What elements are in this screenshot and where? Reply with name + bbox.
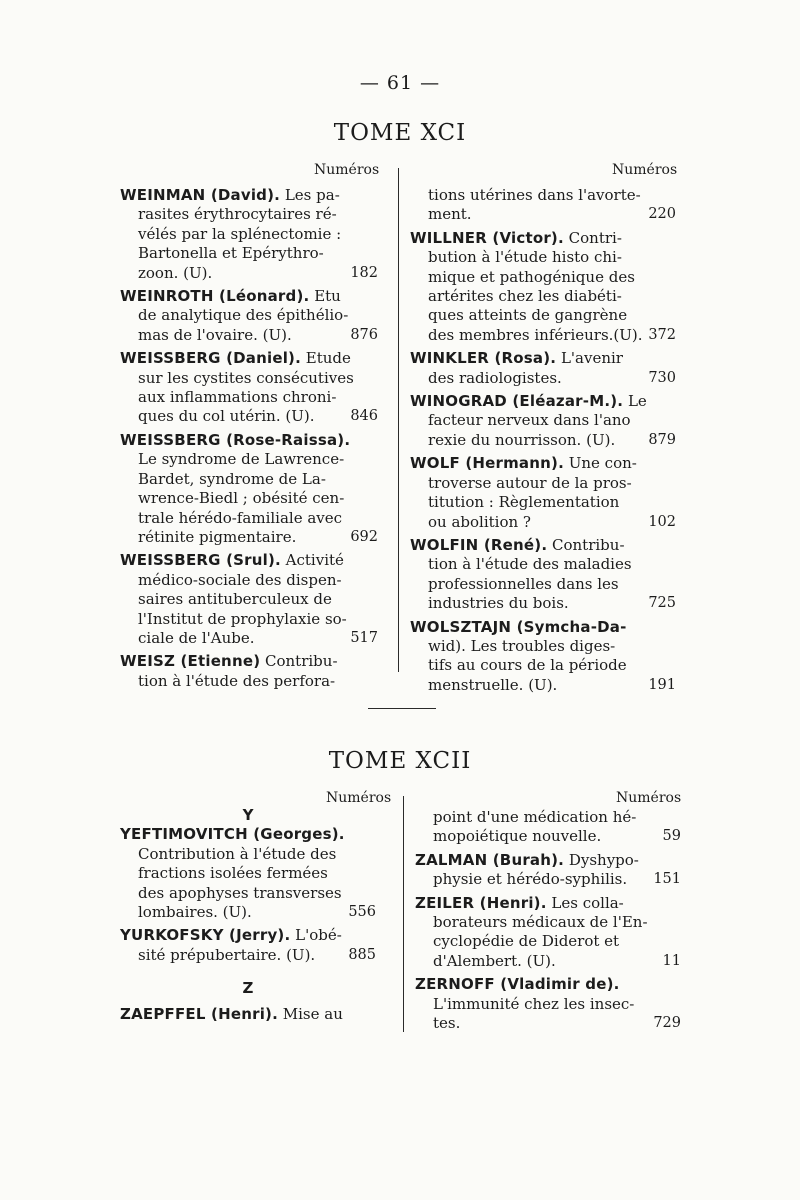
entry-body xyxy=(410,474,676,532)
tome-91-left-column xyxy=(120,186,378,695)
entry-body xyxy=(410,248,676,345)
entry-last-line xyxy=(433,1014,681,1033)
author-name: WEISZ (Etienne) xyxy=(120,652,261,671)
tome-91-right-column xyxy=(410,186,676,699)
index-entry xyxy=(120,1005,376,1024)
entry-text-line: wrence-Biedl ; obésité cen- xyxy=(138,489,345,508)
entry-text: ou abolition ? xyxy=(428,512,531,531)
tome-92-column-divider xyxy=(403,796,404,1032)
entry-text-line: sur les cystites consécutives xyxy=(138,368,354,387)
entry-text: Les pa- xyxy=(280,186,340,204)
entry-text: des membres inférieurs.(U). xyxy=(428,325,643,344)
tome-92-left-numeros: Numéros xyxy=(326,790,392,806)
entry-heading xyxy=(410,536,676,555)
entry-number: 517 xyxy=(350,629,378,646)
author-name: WILLNER (Victor). xyxy=(410,228,564,247)
entry-text: Le xyxy=(623,392,647,411)
entry-text-line: trale hérédo-familiale avec xyxy=(138,508,343,527)
index-entry xyxy=(120,551,378,648)
entry-body xyxy=(120,306,378,345)
entry-text: Dyshypo- xyxy=(564,850,639,869)
index-entry xyxy=(415,975,681,1033)
entry-body xyxy=(120,672,378,691)
author-name: WOLSZTAJN (Symcha-Da- xyxy=(410,617,627,636)
entry-last-line xyxy=(428,326,676,345)
entry-number: 151 xyxy=(653,871,681,888)
entry-last-line xyxy=(433,870,681,889)
entry-text: Activité xyxy=(280,551,344,570)
entry-number: 556 xyxy=(348,904,376,921)
entry-text-line: artérites chez les diabéti- xyxy=(428,287,622,306)
entry-text: ciale de l'Aube. xyxy=(138,628,255,647)
index-entry xyxy=(120,287,378,345)
entry-text-line: des apophyses transverses xyxy=(138,883,342,902)
entry-body xyxy=(410,637,676,695)
index-entry xyxy=(410,229,676,345)
entry-body xyxy=(415,808,681,847)
entry-number: 846 xyxy=(350,408,378,425)
entry-body xyxy=(120,450,378,547)
entry-text-line: wid). Les troubles diges- xyxy=(428,636,616,655)
entry-last-line xyxy=(138,264,378,283)
entry-text-line: aux inflammations chroni- xyxy=(138,388,337,407)
entry-last-line xyxy=(138,903,376,922)
index-entry xyxy=(120,186,378,283)
entry-text-line: rasites érythrocytaires ré- xyxy=(138,205,337,224)
entry-text-line: ques atteints de gangrène xyxy=(428,306,628,325)
author-name: WEISSBERG (Daniel). xyxy=(120,349,301,368)
entry-last-line xyxy=(428,513,676,532)
entry-heading xyxy=(120,926,376,945)
entry-text: Contri- xyxy=(563,228,622,247)
entry-number: 725 xyxy=(648,595,676,612)
entry-text: Etu xyxy=(309,287,341,306)
entry-heading xyxy=(415,851,681,870)
index-entry xyxy=(415,851,681,890)
entry-heading xyxy=(120,1005,376,1024)
entry-heading xyxy=(410,349,676,368)
entry-last-line xyxy=(428,676,676,695)
entry-last-line xyxy=(138,528,378,547)
entry-heading xyxy=(120,825,376,844)
entry-heading xyxy=(415,894,681,913)
entry-number: 729 xyxy=(653,1015,681,1032)
entry-text-line: tion à l'étude des perfora- xyxy=(138,671,336,690)
author-name: YURKOFSKY (Jerry). xyxy=(120,926,291,945)
entry-text-line: point d'une médication hé- xyxy=(433,808,637,826)
entry-number: 372 xyxy=(648,326,676,343)
tome-91-left-numeros: Numéros xyxy=(314,162,380,178)
entry-body xyxy=(415,995,681,1034)
author-name: WEISSBERG (Srul). xyxy=(120,551,281,570)
entry-text: mopoiétique nouvelle. xyxy=(433,827,602,846)
entry-heading xyxy=(415,975,681,994)
letter-heading-y: Y xyxy=(242,806,254,824)
continued-entry xyxy=(415,808,681,847)
entry-text: Contribu- xyxy=(547,535,625,554)
tome-92-left-column xyxy=(120,806,376,1028)
entry-last-line xyxy=(138,407,378,426)
tome-91-column-divider xyxy=(398,168,399,672)
entry-text-line: bution à l'étude histo chi- xyxy=(428,248,622,267)
letter-heading-z: Z xyxy=(242,979,254,998)
tome-92-title: TOME XCII xyxy=(328,748,472,774)
entry-number: 885 xyxy=(348,946,376,963)
index-entry xyxy=(410,536,676,614)
entry-heading xyxy=(120,349,378,368)
entry-body xyxy=(120,205,378,283)
entry-text-line: L'immunité chez les insec- xyxy=(433,994,635,1013)
index-entry xyxy=(120,926,376,965)
author-name: WOLF (Hermann). xyxy=(410,454,564,473)
entry-text-line: cyclopédie de Diderot et xyxy=(433,932,620,951)
entry-text-line: saires antituberculeux de xyxy=(138,590,332,609)
entry-text-line: de analytique des épithélio- xyxy=(138,306,349,325)
entry-heading xyxy=(410,229,676,248)
entry-text: Les colla- xyxy=(546,893,624,912)
index-entry xyxy=(410,349,676,388)
entry-text: Mise au xyxy=(278,1004,343,1023)
entry-body xyxy=(410,186,676,225)
index-entry xyxy=(120,652,378,691)
index-entry xyxy=(415,894,681,972)
entry-text: rétinite pigmentaire. xyxy=(138,527,297,546)
entry-last-line xyxy=(428,594,676,613)
entry-number: 102 xyxy=(648,513,676,530)
entry-heading xyxy=(120,431,378,450)
entry-heading xyxy=(410,618,676,637)
entry-text: L'obé- xyxy=(290,926,342,945)
entry-text: Une con- xyxy=(563,454,637,473)
author-name: WINOGRAD (Eléazar-M.). xyxy=(410,392,624,411)
entry-last-line xyxy=(433,952,681,971)
index-entry xyxy=(410,618,676,696)
entry-text-line: fractions isolées fermées xyxy=(138,864,328,883)
entry-number: 730 xyxy=(648,369,676,386)
entry-text-line: facteur nerveux dans l'ano xyxy=(428,411,631,430)
entry-text: des radiologistes. xyxy=(428,368,562,387)
entry-number: 220 xyxy=(648,206,676,223)
tome-91-right-numeros: Numéros xyxy=(612,162,678,178)
author-name: WOLFIN (René). xyxy=(410,535,548,554)
entry-text: ques du col utérin. (U). xyxy=(138,407,315,426)
index-entry xyxy=(410,392,676,450)
index-entry xyxy=(120,349,378,427)
entry-heading xyxy=(410,392,676,411)
index-entry xyxy=(120,825,376,922)
entry-text-line: tifs au cours de la période xyxy=(428,656,627,675)
entry-text: rexie du nourrisson. (U). xyxy=(428,430,616,449)
author-name: ZEILER (Henri). xyxy=(415,893,547,912)
author-name: ZERNOFF (Vladimir de). xyxy=(415,975,620,994)
entry-text-line: titution : Règlementation xyxy=(428,493,620,512)
entry-last-line xyxy=(433,827,681,846)
entry-heading xyxy=(120,186,378,205)
tome-92-right-column xyxy=(415,808,681,1037)
entry-body xyxy=(415,913,681,971)
entry-number: 11 xyxy=(662,952,681,969)
author-name: WEINROTH (Léonard). xyxy=(120,287,310,306)
entry-text: tes. xyxy=(433,1014,461,1033)
entry-body xyxy=(410,555,676,613)
entry-text-line: Contribution à l'étude des xyxy=(138,844,337,863)
entry-body xyxy=(120,369,378,427)
entry-text: lombaires. (U). xyxy=(138,903,252,922)
author-name: WINKLER (Rosa). xyxy=(410,349,557,368)
entry-heading xyxy=(120,652,378,671)
entry-text-line: tion à l'étude des maladies xyxy=(428,555,632,574)
entry-last-line xyxy=(138,946,376,965)
tome-91-title: TOME XCI xyxy=(333,120,467,146)
entry-number: 879 xyxy=(648,431,676,448)
entry-text: zoon. (U). xyxy=(138,263,213,282)
entry-body xyxy=(120,845,376,923)
entry-number: 191 xyxy=(648,676,676,693)
entry-text: L'avenir xyxy=(556,349,623,368)
entry-text: industries du bois. xyxy=(428,594,569,613)
entry-text: d'Alembert. (U). xyxy=(433,951,556,970)
entry-text-line: l'Institut de prophylaxie so- xyxy=(138,609,347,628)
entry-text-line: médico-sociale des dispen- xyxy=(138,570,342,589)
entry-heading xyxy=(120,551,378,570)
entry-text: Etude xyxy=(301,349,351,368)
entry-last-line xyxy=(428,205,676,224)
entry-body xyxy=(410,411,676,450)
entry-last-line xyxy=(428,431,676,450)
entry-body xyxy=(410,369,676,388)
entry-text-line: tions utérines dans l'avorte- xyxy=(428,186,641,204)
author-name: WEINMAN (David). xyxy=(120,186,281,204)
entry-text: ment. xyxy=(428,205,472,224)
entry-text-line: troverse autour de la pros- xyxy=(428,473,632,492)
index-entry xyxy=(120,431,378,547)
entry-text-line: Le syndrome de Lawrence- xyxy=(138,450,345,469)
entry-text: menstruelle. (U). xyxy=(428,675,558,694)
author-name: WEISSBERG (Rose-Raissa). xyxy=(120,430,351,449)
entry-last-line xyxy=(138,629,378,648)
entry-text: Contribu- xyxy=(260,652,338,671)
entry-heading xyxy=(120,287,378,306)
page-number: — 61 — xyxy=(359,72,441,94)
entry-body xyxy=(120,571,378,649)
entry-heading xyxy=(410,454,676,473)
entry-text: sité prépubertaire. (U). xyxy=(138,945,316,964)
entry-text-line: Bardet, syndrome de La- xyxy=(138,469,326,488)
entry-text-line: vélés par la splénectomie : xyxy=(138,224,342,243)
entry-body xyxy=(415,870,681,889)
entry-text-line: professionnelles dans les xyxy=(428,574,619,593)
author-name: ZAEPFFEL (Henri). xyxy=(120,1004,278,1023)
section-separator xyxy=(368,708,436,709)
entry-text-line: mique et pathogénique des xyxy=(428,267,635,286)
entry-text: mas de l'ovaire. (U). xyxy=(138,325,292,344)
entry-number: 182 xyxy=(350,264,378,281)
entry-text-line: Bartonella et Epérythro- xyxy=(138,244,324,263)
entry-body xyxy=(120,946,376,965)
continued-entry xyxy=(410,186,676,225)
index-entry xyxy=(410,454,676,532)
tome-92-right-numeros: Numéros xyxy=(616,790,682,806)
author-name: ZALMAN (Burah). xyxy=(415,850,565,869)
entry-number: 876 xyxy=(350,326,378,343)
entry-last-line xyxy=(428,369,676,388)
entry-number: 59 xyxy=(662,828,681,845)
entry-number: 692 xyxy=(350,528,378,545)
entry-last-line xyxy=(138,326,378,345)
author-name: YEFTIMOVITCH (Georges). xyxy=(120,825,345,844)
entry-text: physie et hérédo-syphilis. xyxy=(433,870,628,889)
entry-text-line: borateurs médicaux de l'En- xyxy=(433,913,648,932)
